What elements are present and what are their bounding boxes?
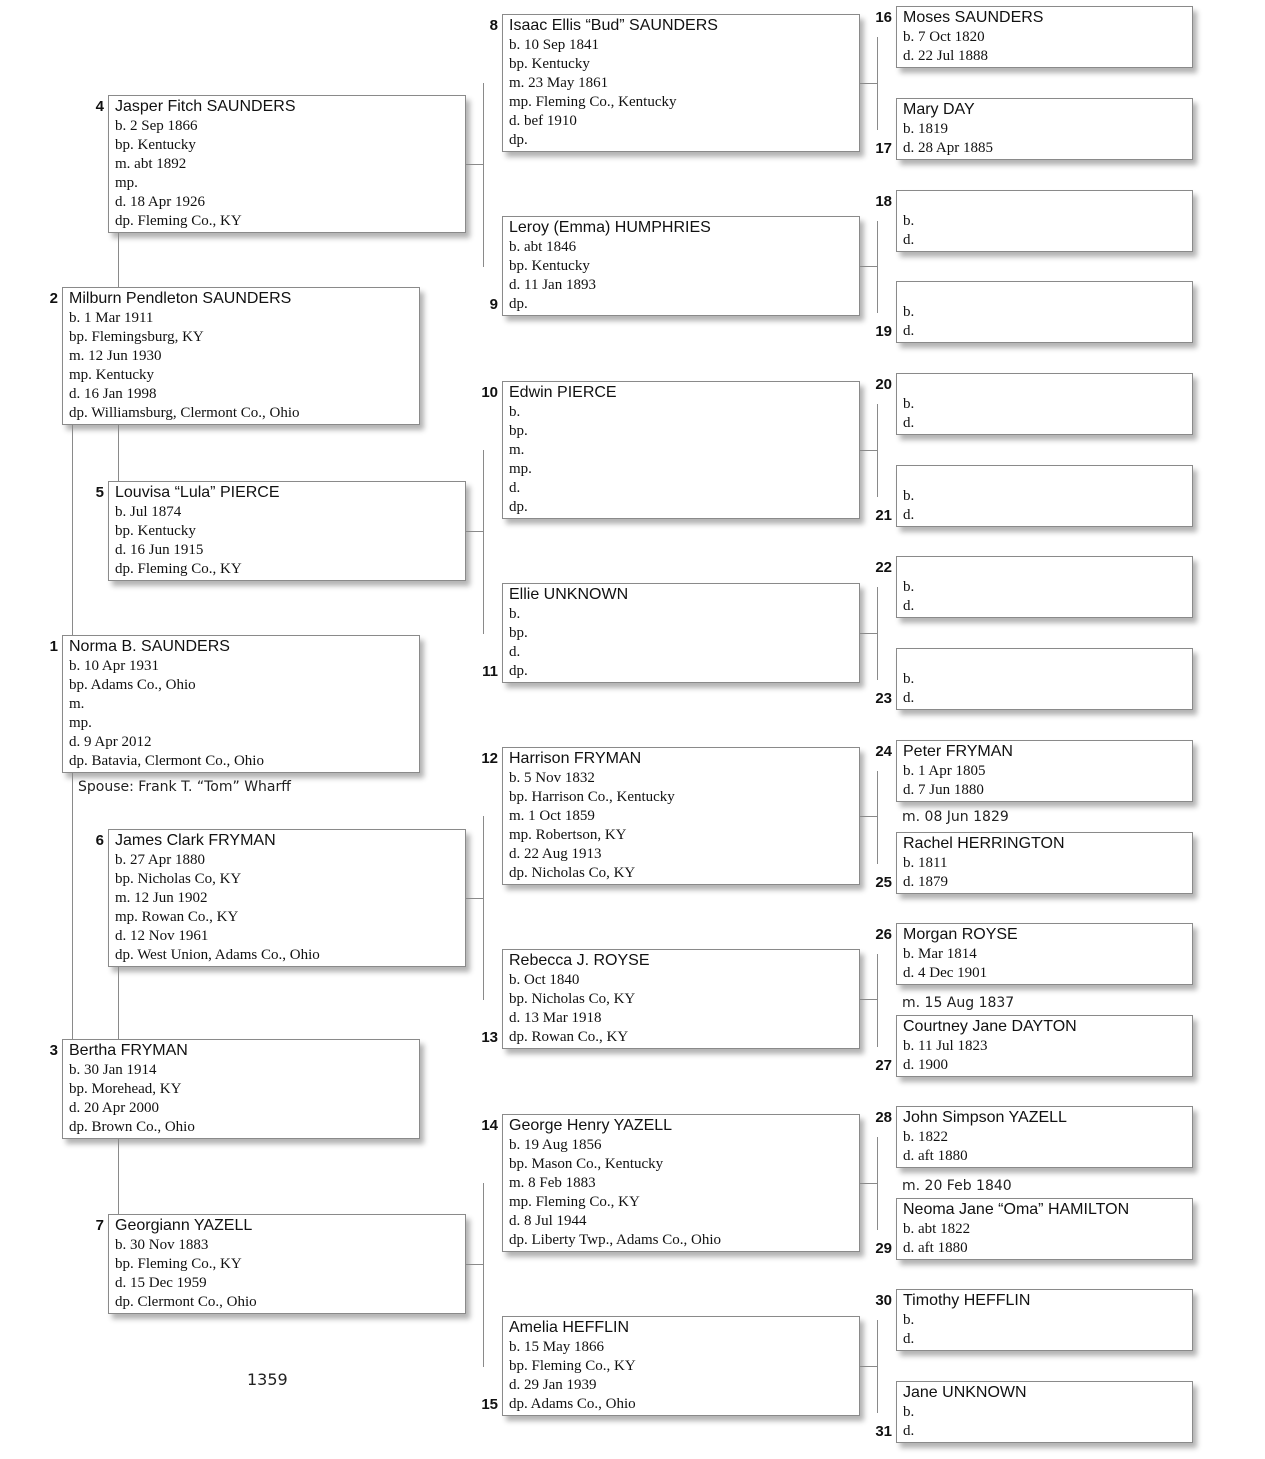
connector-line [72, 773, 73, 1039]
marriage-note-24-25: m. 08 Jun 1829 [902, 809, 1009, 825]
person-name [903, 467, 1186, 487]
person-name: Neoma Jane “Oma” HAMILTON [903, 1201, 1130, 1218]
person-box-25 [896, 832, 1193, 894]
person-fact: b. Mar 1814 [903, 946, 977, 962]
ahnentafel-number-16: 16 [875, 9, 892, 26]
person-name: Harrison FRYMAN [509, 750, 642, 767]
person-name: Louvisa “Lula” PIERCE [115, 484, 280, 501]
connector-line [877, 37, 878, 38]
connector-line [483, 633, 484, 634]
person-fact: dp. Liberty Twp., Adams Co., Ohio [509, 1232, 721, 1248]
connector-line [877, 863, 878, 864]
person-name: Leroy (Emma) HUMPHRIES [509, 219, 711, 236]
connector-line [483, 1183, 484, 1366]
person-fact: d. 4 Dec 1901 [903, 965, 988, 981]
ahnentafel-number-15: 15 [481, 1396, 498, 1413]
connector-line [483, 450, 484, 633]
person-name: Ellie UNKNOWN [509, 586, 629, 603]
person-box-10 [502, 381, 860, 519]
person-box-17 [896, 98, 1193, 160]
person-fact: d. aft 1880 [903, 1148, 968, 1164]
ahnentafel-number-7: 7 [95, 1217, 104, 1234]
person-fact: b. Jul 1874 [115, 504, 182, 520]
person-fact: mp. Kentucky [69, 367, 154, 383]
ahnentafel-number-24: 24 [875, 743, 892, 760]
person-fact: d. [903, 507, 915, 523]
ahnentafel-number-18: 18 [875, 193, 892, 210]
person-fact: b. [903, 671, 915, 687]
person-name: James Clark FRYMAN [115, 832, 276, 849]
person-name: Georgiann YAZELL [115, 1217, 253, 1234]
person-box-3 [62, 1039, 420, 1139]
marriage-note-26-27: m. 15 Aug 1837 [902, 995, 1015, 1011]
person-name: Jasper Fitch SAUNDERS [115, 98, 296, 115]
person-fact: b. 1 Apr 1805 [903, 763, 986, 779]
person-fact: d. 9 Apr 2012 [69, 734, 152, 750]
person-fact: mp. Rowan Co., KY [115, 909, 239, 925]
person-name [903, 283, 1186, 303]
person-fact: dp. Rowan Co., KY [509, 1029, 629, 1045]
connector-line [877, 1320, 878, 1412]
connector-line [877, 1046, 878, 1047]
person-fact: b. abt 1822 [903, 1221, 971, 1237]
person-name: Timothy HEFFLIN [903, 1292, 1031, 1309]
person-fact: b. [509, 606, 521, 622]
connector-line [877, 496, 878, 497]
person-fact: d. aft 1880 [903, 1240, 968, 1256]
person-name: Mary DAY [903, 101, 975, 118]
person-name: George Henry YAZELL [509, 1117, 673, 1134]
connector-line [877, 587, 878, 588]
person-fact: dp. Clermont Co., Ohio [115, 1294, 257, 1310]
person-box-29 [896, 1198, 1193, 1260]
person-fact: dp. Adams Co., Ohio [509, 1396, 636, 1412]
person-fact: d. 7 Jun 1880 [903, 782, 984, 798]
person-fact: d. [903, 1331, 915, 1347]
person-fact: b. 1 Mar 1911 [69, 310, 154, 326]
ahnentafel-number-17: 17 [875, 140, 892, 157]
person-box-5 [108, 481, 466, 581]
person-fact: d. [509, 644, 521, 660]
person-fact: m. 8 Feb 1883 [509, 1175, 596, 1191]
person-fact: b. [903, 304, 915, 320]
connector-line [860, 266, 878, 267]
spouse-note: Spouse: Frank T. “Tom” Wharff [78, 779, 291, 795]
person-box-1 [62, 635, 420, 773]
ahnentafel-number-9: 9 [489, 296, 498, 313]
person-fact: d. 1900 [903, 1057, 948, 1073]
person-box-2 [62, 287, 420, 425]
ahnentafel-number-23: 23 [875, 690, 892, 707]
connector-line [466, 164, 484, 165]
person-name: Isaac Ellis “Bud” SAUNDERS [509, 17, 718, 34]
person-name [903, 192, 1186, 212]
connector-line [483, 999, 484, 1000]
person-name [903, 375, 1186, 395]
ahnentafel-number-5: 5 [95, 484, 104, 501]
person-fact: b. [903, 396, 915, 412]
person-fact: d. [903, 1423, 915, 1439]
person-name: Amelia HEFFLIN [509, 1319, 630, 1336]
connector-line [860, 1183, 878, 1184]
connector-line [483, 83, 484, 84]
connector-line [118, 967, 119, 1039]
connector-line [118, 1139, 119, 1214]
person-fact: dp. Williamsburg, Clermont Co., Ohio [69, 405, 300, 421]
person-fact: dp. Batavia, Clermont Co., Ohio [69, 753, 264, 769]
connector-line [860, 816, 878, 817]
person-fact: m. 12 Jun 1902 [115, 890, 208, 906]
person-name [903, 558, 1186, 578]
ahnentafel-number-26: 26 [875, 926, 892, 943]
connector-line [118, 233, 119, 287]
person-fact: d. [509, 480, 521, 496]
person-fact: b. 30 Nov 1883 [115, 1237, 209, 1253]
person-fact: mp. Fleming Co., Kentucky [509, 94, 677, 110]
connector-line [860, 1366, 878, 1367]
person-fact: d. 29 Jan 1939 [509, 1377, 597, 1393]
connector-line [877, 1137, 878, 1229]
person-fact: bp. [509, 423, 528, 439]
person-box-28 [896, 1106, 1193, 1168]
person-fact: bp. Kentucky [115, 137, 196, 153]
person-fact: d. 11 Jan 1893 [509, 277, 596, 293]
ahnentafel-number-22: 22 [875, 559, 892, 576]
person-name: Jane UNKNOWN [903, 1384, 1027, 1401]
person-box-8 [502, 14, 860, 152]
person-fact: mp. [509, 461, 532, 477]
person-box-16 [896, 6, 1193, 68]
person-fact: dp. [509, 663, 528, 679]
connector-line [483, 450, 484, 451]
person-fact: m. 1 Oct 1859 [509, 808, 595, 824]
person-box-26 [896, 923, 1193, 985]
connector-line [877, 771, 878, 772]
person-fact: bp. Adams Co., Ohio [69, 677, 196, 693]
page-number: 1359 [247, 1370, 288, 1389]
ahnentafel-number-27: 27 [875, 1057, 892, 1074]
connector-line [860, 450, 878, 451]
ahnentafel-number-25: 25 [875, 874, 892, 891]
person-fact: dp. [509, 499, 528, 515]
connector-line [483, 266, 484, 267]
person-fact: b. Oct 1840 [509, 972, 580, 988]
person-box-14 [502, 1114, 860, 1252]
connector-line [466, 531, 484, 532]
person-fact: d. 13 Mar 1918 [509, 1010, 602, 1026]
ahnentafel-number-10: 10 [481, 384, 498, 401]
ahnentafel-number-6: 6 [95, 832, 104, 849]
connector-line [860, 633, 878, 634]
person-fact: bp. Mason Co., Kentucky [509, 1156, 664, 1172]
person-fact: dp. West Union, Adams Co., Ohio [115, 947, 320, 963]
person-fact: d. 1879 [903, 874, 948, 890]
ahnentafel-number-20: 20 [875, 376, 892, 393]
person-fact: d. 16 Jan 1998 [69, 386, 157, 402]
person-box-24 [896, 740, 1193, 802]
person-fact: dp. Brown Co., Ohio [69, 1119, 195, 1135]
connector-line [877, 37, 878, 129]
person-fact: b. [903, 213, 915, 229]
person-fact: m. 12 Jun 1930 [69, 348, 162, 364]
person-fact: b. [509, 404, 521, 420]
person-box-21 [896, 465, 1193, 527]
person-fact: bp. Kentucky [509, 56, 590, 72]
person-fact: b. 1822 [903, 1129, 948, 1145]
person-fact: bp. Flemingsburg, KY [69, 329, 204, 345]
person-fact: b. [903, 579, 915, 595]
person-fact: d. 22 Aug 1913 [509, 846, 602, 862]
ahnentafel-number-3: 3 [49, 1042, 58, 1059]
person-fact: m. abt 1892 [115, 156, 187, 172]
person-fact: d. 28 Apr 1885 [903, 140, 993, 156]
connector-line [118, 425, 119, 481]
person-box-13 [502, 949, 860, 1049]
person-box-23 [896, 648, 1193, 710]
person-fact: b. 27 Apr 1880 [115, 852, 205, 868]
person-name: Milburn Pendleton SAUNDERS [69, 290, 292, 307]
person-fact: b. 1819 [903, 121, 948, 137]
person-fact: d. [903, 415, 915, 431]
person-fact: b. 19 Aug 1856 [509, 1137, 602, 1153]
person-fact: d. [903, 598, 915, 614]
person-fact: bp. Fleming Co., KY [509, 1358, 636, 1374]
person-fact: b. [903, 1312, 915, 1328]
person-fact: m. [509, 442, 525, 458]
ahnentafel-number-28: 28 [875, 1109, 892, 1126]
person-fact: dp. Fleming Co., KY [115, 213, 242, 229]
person-fact: b. 5 Nov 1832 [509, 770, 595, 786]
person-fact: d. 20 Apr 2000 [69, 1100, 159, 1116]
person-fact: mp. Robertson, KY [509, 827, 627, 843]
person-name [903, 650, 1186, 670]
connector-line [466, 898, 484, 899]
person-fact: mp. Fleming Co., KY [509, 1194, 640, 1210]
person-name: Rebecca J. ROYSE [509, 952, 650, 969]
person-name: John Simpson YAZELL [903, 1109, 1067, 1126]
person-box-12 [502, 747, 860, 885]
person-name: Moses SAUNDERS [903, 9, 1044, 26]
person-fact: bp. Nicholas Co, KY [509, 991, 636, 1007]
connector-line [877, 221, 878, 222]
connector-line [72, 425, 73, 635]
connector-line [483, 1366, 484, 1367]
connector-line [483, 83, 484, 266]
marriage-note-28-29: m. 20 Feb 1840 [902, 1178, 1012, 1194]
connector-line [877, 312, 878, 313]
person-fact: d. 16 Jun 1915 [115, 542, 204, 558]
connector-line [877, 771, 878, 863]
person-fact: b. 7 Oct 1820 [903, 29, 985, 45]
ahnentafel-number-12: 12 [481, 750, 498, 767]
ahnentafel-number-29: 29 [875, 1240, 892, 1257]
person-fact: d. [903, 323, 915, 339]
connector-line [877, 954, 878, 955]
person-box-31 [896, 1381, 1193, 1443]
ahnentafel-number-4: 4 [95, 98, 104, 115]
person-box-30 [896, 1289, 1193, 1351]
person-fact: d. 22 Jul 1888 [903, 48, 989, 64]
person-box-9 [502, 216, 860, 316]
person-fact: b. 1811 [903, 855, 948, 871]
person-fact: d. 15 Dec 1959 [115, 1275, 207, 1291]
person-fact: d. [903, 690, 915, 706]
connector-line [877, 404, 878, 496]
ahnentafel-number-31: 31 [875, 1423, 892, 1440]
ahnentafel-number-13: 13 [481, 1029, 498, 1046]
person-box-4 [108, 95, 466, 233]
person-fact: bp. Morehead, KY [69, 1081, 182, 1097]
ahnentafel-number-30: 30 [875, 1292, 892, 1309]
ahnentafel-number-2: 2 [49, 290, 58, 307]
connector-line [877, 129, 878, 130]
person-name: Norma B. SAUNDERS [69, 638, 230, 655]
person-box-22 [896, 556, 1193, 618]
person-box-6 [108, 829, 466, 967]
person-box-15 [502, 1316, 860, 1416]
person-fact: d. 18 Apr 1926 [115, 194, 205, 210]
ahnentafel-number-11: 11 [482, 663, 498, 680]
ahnentafel-number-14: 14 [481, 1117, 498, 1134]
connector-line [483, 1183, 484, 1184]
ahnentafel-number-1: 1 [49, 638, 58, 655]
connector-line [877, 679, 878, 680]
person-name: Bertha FRYMAN [69, 1042, 188, 1059]
person-fact: d. 8 Jul 1944 [509, 1213, 587, 1229]
person-fact: d. 12 Nov 1961 [115, 928, 209, 944]
person-fact: b. 15 May 1866 [509, 1339, 604, 1355]
person-box-20 [896, 373, 1193, 435]
connector-line [877, 1229, 878, 1230]
connector-line [877, 1320, 878, 1321]
person-fact: d. [903, 232, 915, 248]
ahnentafel-number-19: 19 [875, 323, 892, 340]
person-name: Courtney Jane DAYTON [903, 1018, 1077, 1035]
person-fact: b. 11 Jul 1823 [903, 1038, 988, 1054]
person-box-7 [108, 1214, 466, 1314]
person-fact: m. 23 May 1861 [509, 75, 609, 91]
person-fact: bp. [509, 625, 528, 641]
ahnentafel-number-21: 21 [875, 507, 892, 524]
person-fact: b. 10 Apr 1931 [69, 658, 159, 674]
person-fact: b. [903, 488, 915, 504]
person-fact: d. bef 1910 [509, 113, 577, 129]
person-box-18 [896, 190, 1193, 252]
person-box-27 [896, 1015, 1193, 1077]
connector-line [860, 999, 878, 1000]
connector-line [466, 1264, 484, 1265]
person-fact: bp. Fleming Co., KY [115, 1256, 242, 1272]
person-fact: b. abt 1846 [509, 239, 577, 255]
person-fact: dp. [509, 296, 528, 312]
person-fact: bp. Harrison Co., Kentucky [509, 789, 675, 805]
connector-line [877, 221, 878, 312]
connector-line [860, 83, 878, 84]
person-name: Edwin PIERCE [509, 384, 617, 401]
connector-line [877, 587, 878, 679]
person-name: Peter FRYMAN [903, 743, 1013, 760]
person-box-11 [502, 583, 860, 683]
connector-line [877, 1137, 878, 1138]
person-name: Morgan ROYSE [903, 926, 1018, 943]
person-fact: b. 30 Jan 1914 [69, 1062, 157, 1078]
person-fact: mp. [69, 715, 92, 731]
ahnentafel-number-8: 8 [489, 17, 498, 34]
person-fact: dp. Nicholas Co, KY [509, 865, 636, 881]
person-fact: bp. Kentucky [509, 258, 590, 274]
connector-line [877, 954, 878, 1046]
connector-line [483, 816, 484, 999]
person-box-19 [896, 281, 1193, 343]
person-fact: dp. Fleming Co., KY [115, 561, 242, 577]
connector-line [877, 404, 878, 405]
person-fact: m. [69, 696, 85, 712]
person-fact: mp. [115, 175, 138, 191]
person-fact: b. 2 Sep 1866 [115, 118, 198, 134]
person-fact: bp. Kentucky [115, 523, 196, 539]
connector-line [877, 1412, 878, 1413]
person-name: Rachel HERRINGTON [903, 835, 1065, 852]
person-fact: bp. Nicholas Co, KY [115, 871, 242, 887]
person-fact: b. [903, 1404, 915, 1420]
person-fact: b. 10 Sep 1841 [509, 37, 599, 53]
connector-line [483, 816, 484, 817]
person-fact: dp. [509, 132, 528, 148]
